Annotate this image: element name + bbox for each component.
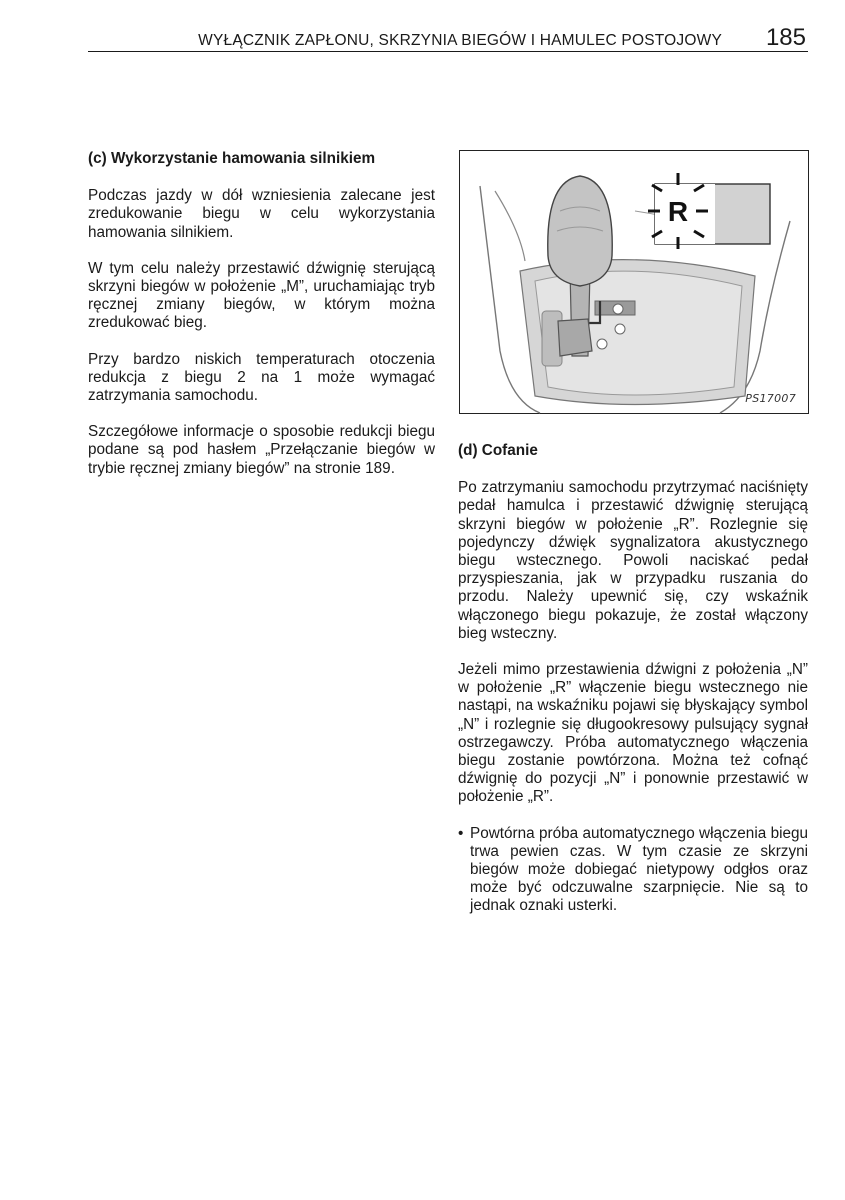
page-header (88, 24, 808, 52)
section-heading-engine-braking: (c) Wykorzystanie hamowania silnikiem (88, 150, 376, 167)
gear-lever-drawing (460, 151, 810, 415)
paragraph: Przy bardzo niskich temperaturach otoczenia redukcja z biegu 2 na 1 może wymagać zatrzymania samochodu. (88, 350, 435, 405)
paragraph: Jeżeli mimo przestawienia dźwigni z położenia „N” w położenie „R” włączenie biegu wstecznego nie nastąpi, na wskaźniku pojawi się błyskający symbol „N” i rozlegnie się długookresowy pulsujący sygnał ostrzegawczy. Próba automatycznego włączenia biegu zostanie powtórzona. Można też cofnąć dźwignię do pozycji „N” i ponownie przestawić w położenie „R”. (458, 661, 808, 806)
paragraph: W tym celu należy przestawić dźwignię sterującą skrzyni biegów w położenie „M”, uruchamiając tryb ręcznej zmiany biegów, w którym można zredukować bieg. (88, 259, 435, 332)
bullet-text: Powtórna próba automatycznego włączenia biegu trwa pewien czas. W tym czasie ze skrzyni biegów może dobiegać nietypowy odgłos oraz może być odczuwalne szarpnięcie. Nie są to jednak oznaki usterki. (470, 824, 808, 915)
section-heading-reversing: (d) Cofanie (458, 442, 538, 459)
bullet-note (458, 825, 808, 916)
header-title: WYŁĄCZNIK ZAPŁONU, SKRZYNIA BIEGÓW I HAMULEC POSTOJOWY (198, 32, 722, 49)
paragraph: Szczegółowe informacje o sposobie redukcji biegu podane są pod hasłem „Przełączanie biegów w trybie ręcznej zmiany biegów” na stronie 189. (88, 423, 435, 477)
right-column (458, 442, 808, 916)
figure-code: PS17007 (745, 392, 796, 405)
page-number: 185 (765, 24, 806, 51)
left-column (88, 150, 435, 496)
gear-indicator-letter: R (667, 196, 689, 227)
header-rule (88, 51, 808, 52)
gear-shift-illustration (459, 150, 809, 414)
bullet-mark: • (458, 824, 464, 842)
paragraph: Podczas jazdy w dół wzniesienia zalecane jest zredukowanie biegu w celu wykorzystania hamowania silnikiem. (88, 187, 435, 241)
paragraph: Po zatrzymaniu samochodu przytrzymać naciśnięty pedał hamulca i przestawić dźwignię sterującą skrzyni biegów w położenie „R”. Rozlegnie się pojedynczy dźwięk sygnalizatora akustycznego biegu wstecznego. Powoli naciskać pedał przyspieszania, jak w przypadku ruszania do przodu. Należy upewnić się, czy wskaźnik włączonego biegu pokazuje, że został włączony bieg wsteczny. (458, 479, 808, 642)
